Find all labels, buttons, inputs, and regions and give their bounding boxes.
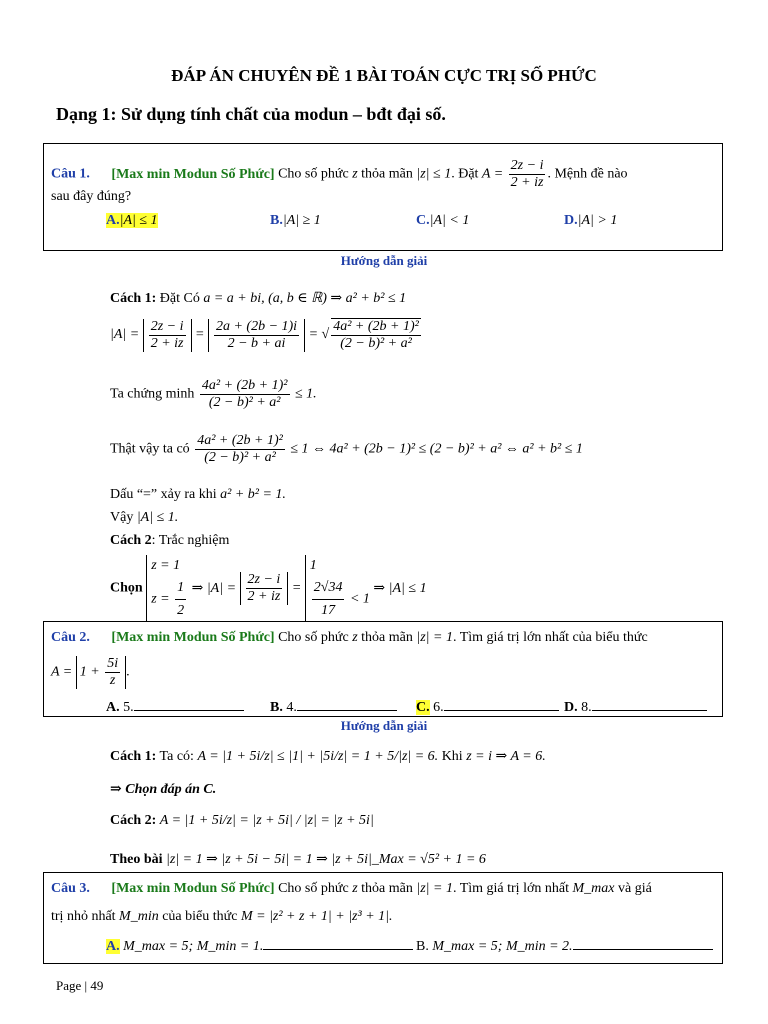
eq1-f2-num: 2a + (2b − 1)i: [215, 318, 298, 334]
indeed-den: (2 − b)² + a²: [204, 450, 276, 465]
option-c-text: |A| < 1: [429, 213, 470, 228]
question-2-option-d[interactable]: [564, 698, 707, 716]
question-2-label: Câu 2.: [51, 630, 90, 645]
option-c-text: 6.: [433, 700, 444, 715]
sol2-theo-label: Theo bài: [110, 852, 163, 867]
sol1-c1-math: a = a + bi, (a, b ∈ ℝ) ⇒ a² + b² ≤ 1: [203, 291, 407, 306]
choose-z2-den: 2: [177, 603, 185, 618]
question-3-line-2: [51, 909, 393, 925]
eq1-f1-den: 2 + iz: [150, 335, 184, 351]
option-b-text: M_max = 5; M_min = 2.: [432, 939, 573, 954]
sol2-method-2: [110, 813, 374, 829]
question-3-box: [43, 872, 723, 964]
choose-r1: 1: [309, 558, 317, 573]
question-1-text-d: . Mệnh đề nào: [547, 166, 628, 182]
question-3-line2-a: trị nhỏ nhất: [51, 909, 116, 924]
choose-mid-lhs: ⇒ |A| =: [191, 581, 237, 596]
question-2-text-b: thỏa mãn: [361, 630, 413, 645]
so-math: |A| ≤ 1.: [136, 510, 179, 525]
option-c-letter: C.: [416, 213, 430, 228]
question-1-line-2: sau đây đúng?: [51, 189, 132, 204]
question-3-text-a: Cho số phức: [278, 881, 349, 896]
option-a-text: 5.: [123, 700, 134, 715]
question-2-var: z: [352, 630, 358, 645]
eq1-f2-den: 2 − b + ai: [227, 335, 286, 351]
sol1-equality: [110, 487, 286, 503]
sol2-theo-math: |z| = 1 ⇒ |z + 5i − 5i| = 1 ⇒ |z + 5i|_Max = √5² + 1 = 6: [166, 852, 486, 867]
indeed-rhs: ≤ 1 ⇔ 4a² + (2b − 1)² ≤ (2 − b)² + a² ⇔ a² + b² ≤ 1: [290, 441, 583, 457]
question-1-fraction: [509, 158, 546, 191]
option-d-letter: D.: [564, 700, 578, 715]
option-b-text: 4.: [286, 700, 297, 715]
question-3-line2-b: của biểu thức: [162, 909, 238, 924]
option-a-letter: A.: [106, 700, 120, 715]
question-3-label: Câu 3.: [51, 881, 90, 896]
sol2-c2-math: A = |1 + 5i/z| = |z + 5i| / |z| = |z + 5i|: [159, 813, 374, 828]
choose-mid-num: 2z − i: [247, 572, 281, 587]
question-1-frac-den: 2 + iz: [510, 175, 544, 190]
sol1-choose: Chọn z = 1 z = $\frac{1}{2}$ ⇒ |A| = $\frac{2z - i}{2 + iz}$ = 1 $\frac{2√34}{17}$ < 1 ⇒ |A| ≤ 1: [110, 555, 427, 622]
question-1-condition: |z| ≤ 1: [416, 166, 452, 182]
sol1-method-1: [110, 290, 406, 307]
guide-label-1: Hướng dẫn giải: [340, 253, 428, 268]
sol2-c1-when: Khi: [441, 749, 463, 764]
sol1-c1-text: Đặt Có: [159, 291, 200, 306]
option-b-letter: B.: [270, 213, 283, 228]
question-3-line-1: [51, 881, 652, 897]
eq1-f1-num: 2z − i: [150, 318, 184, 334]
question-2-text-a: Cho số phức: [278, 630, 349, 645]
option-d-letter: D.: [564, 213, 578, 228]
sol1-indeed: [110, 433, 583, 466]
option-b-letter: B.: [270, 700, 283, 715]
question-1-var: z: [352, 166, 358, 182]
option-a-text: M_max = 5; M_min = 1.: [123, 939, 264, 954]
question-1-tag: [Max min Modun Số Phức]: [111, 166, 275, 182]
choose-conclusion: ⇒ |A| ≤ 1: [373, 581, 427, 596]
guide-label-2: Hướng dẫn giải: [340, 718, 428, 733]
question-3-mmin: M_min: [119, 909, 159, 924]
question-1-label: Câu 1.: [51, 166, 90, 182]
question-2-text-c: . Tìm giá trị lớn nhất của biểu thức: [452, 630, 648, 645]
question-1-frac-num: 2z − i: [510, 158, 544, 173]
option-a-letter: A.: [106, 939, 120, 954]
option-a-text: |A| ≤ 1: [119, 213, 158, 228]
page-title: ĐÁP ÁN CHUYÊN ĐỀ 1 BÀI TOÁN CỰC TRỊ SỐ PHỨC: [171, 66, 597, 85]
footer-separator: |: [84, 978, 88, 993]
question-1-line-1: [51, 158, 628, 191]
choose-mid-den: 2 + iz: [247, 589, 281, 604]
question-3-condition: |z| = 1: [416, 881, 453, 896]
prove-rhs: ≤ 1.: [295, 386, 317, 402]
sol2-choose: ⇒ Chọn đáp án C.: [110, 782, 217, 797]
equality-math: a² + b² = 1.: [220, 487, 286, 502]
eq1-f3-den: (2 − b)² + a²: [340, 336, 412, 351]
question-3-tag: [Max min Modun Số Phức]: [111, 881, 275, 896]
choose-r2-num: 2√34: [312, 577, 345, 600]
indeed-num: 4a² + (2b + 1)²: [197, 433, 283, 448]
sol1-indeed-text: Thật vậy ta có: [110, 441, 190, 457]
page-footer: [56, 978, 103, 994]
choose-z1: z = 1: [151, 558, 181, 573]
question-2-line-1: [51, 630, 648, 646]
prove-den: (2 − b)² + a²: [208, 395, 281, 410]
question-2-tag: [Max min Modun Số Phức]: [111, 630, 275, 645]
question-3-text-b: thỏa mãn: [361, 881, 413, 896]
sol2-c1-label: Cách 1:: [110, 749, 157, 764]
question-3-text-d: và giá: [617, 881, 652, 896]
question-1-text-c: . Đặt: [451, 166, 479, 182]
eq1-f3-num: 4a² + (2b + 1)²: [333, 319, 419, 334]
question-3-option-b[interactable]: [416, 937, 713, 955]
option-a-letter: A.: [106, 213, 120, 228]
sol1-c2-label: Cách 2: [110, 533, 152, 548]
choose-label: Chọn: [110, 580, 143, 596]
sol1-c2-text: : Trắc nghiệm: [151, 533, 230, 548]
question-3-text-c: . Tìm giá trị lớn nhất: [452, 881, 569, 896]
question-1-option-b[interactable]: [270, 213, 321, 229]
question-2-condition: |z| = 1: [416, 630, 453, 645]
expr-num: 5i: [107, 656, 119, 671]
sol1-prove: [110, 378, 317, 411]
question-2-option-c[interactable]: [416, 698, 559, 716]
question-3-option-a[interactable]: [106, 937, 413, 955]
question-3-var: z: [352, 881, 358, 896]
section-heading: Dạng 1: Sử dụng tính chất của modun – bđt đại số.: [56, 104, 446, 124]
question-3-mmax: M_max: [572, 881, 615, 896]
so-text: Vậy: [110, 510, 134, 525]
question-2-expression: A = 1 + $\frac{5i}{z}$ .: [51, 656, 130, 688]
sol1-method-2: [110, 533, 229, 549]
sol1-equation-1: |A| = $\frac{2z - i}{2 + iz}$ = $\frac{2a + (2b - 1)i}{2 - b + ai}$ = √ $\frac{\text{4a² + (2b + 1)²}}{\text{(2 − b)² + a²}}$: [110, 318, 419, 351]
sol2-c1-when-math: z = i ⇒ A = 6.: [466, 749, 546, 764]
option-d-text: |A| > 1: [577, 213, 618, 228]
sol2-theo: [110, 851, 486, 868]
equality-text: Dấu “=” xảy ra khi: [110, 487, 217, 502]
eq1-lhs: |A| =: [110, 327, 140, 343]
question-2-option-a[interactable]: [106, 698, 244, 716]
sol2-method-1: [110, 748, 546, 765]
sol2-c1-text: Ta có:: [159, 749, 194, 764]
question-1-option-d[interactable]: [564, 213, 617, 229]
sol1-prove-text: Ta chứng minh: [110, 386, 195, 402]
footer-page-number: 49: [90, 978, 104, 993]
choose-r2-den: 17: [321, 603, 336, 618]
question-1-text-a: Cho số phức: [278, 166, 349, 182]
question-1-a-def: A =: [481, 166, 504, 182]
choose-z2-pre: z =: [151, 591, 170, 607]
question-3-line2-math: M = |z² + z + 1| + |z³ + 1|.: [240, 909, 393, 924]
sol2-c1-math: A = |1 + 5i/z| ≤ |1| + |5i/z| = 1 + 5/|z| = 6.: [197, 749, 439, 764]
question-1-text-b: thỏa mãn: [361, 166, 413, 182]
question-1-box: [43, 143, 723, 251]
footer-page-label: Page: [56, 978, 82, 993]
choose-r2-post: < 1: [349, 591, 370, 607]
expr-den: z: [109, 673, 116, 688]
option-b-letter: B.: [416, 939, 429, 954]
option-b-text: |A| ≥ 1: [282, 213, 321, 228]
sol1-conclusion: [110, 510, 178, 526]
expr-pre: A =: [51, 664, 73, 680]
option-c-letter: C.: [416, 700, 430, 715]
question-1-option-c[interactable]: [416, 213, 469, 229]
sol2-c2-label: Cách 2:: [110, 813, 157, 828]
sol1-c1-label: Cách 1:: [110, 291, 157, 306]
question-1-option-a[interactable]: [106, 213, 158, 229]
option-d-text: 8.: [581, 700, 592, 715]
prove-num: 4a² + (2b + 1)²: [201, 378, 288, 393]
question-2-option-b[interactable]: [270, 698, 397, 716]
choose-z2-num: 1: [175, 577, 186, 600]
question-2-box: [43, 621, 723, 717]
